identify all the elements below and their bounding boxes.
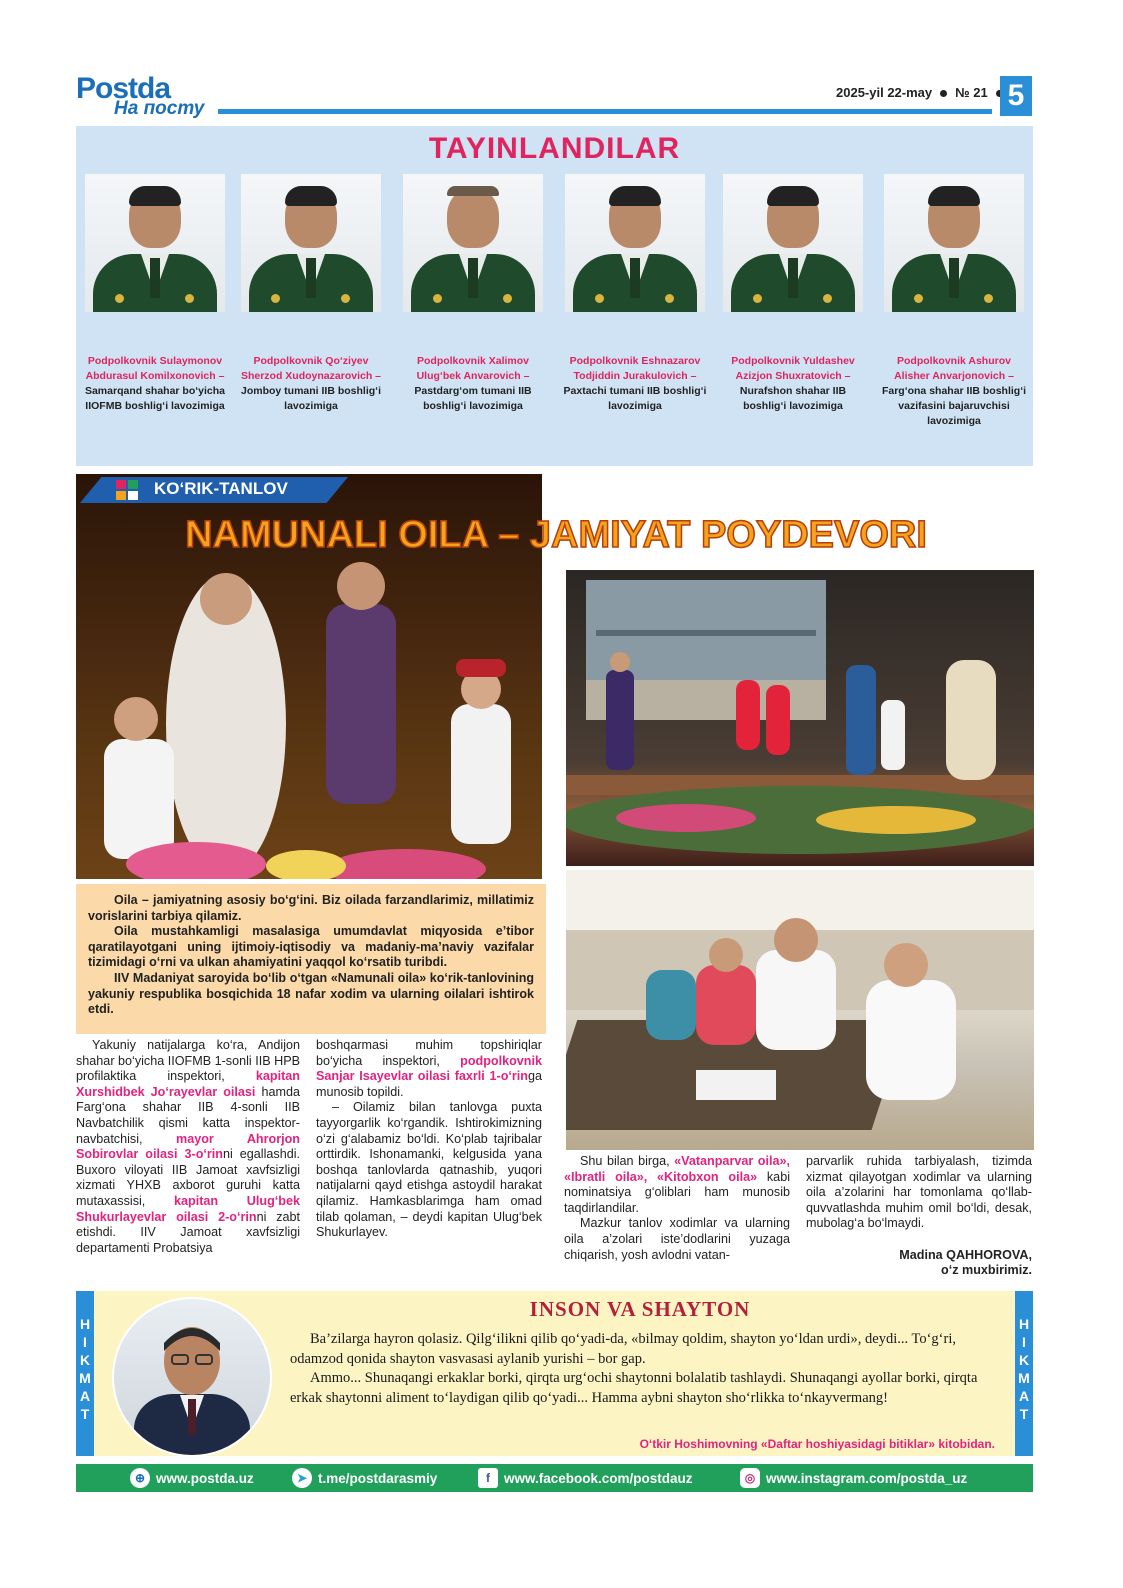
officer-portrait — [884, 174, 1024, 312]
body-paragraph: – Oilamiz bilan tanlovga puxta tayyorgarlik ko‘rgandik. Ishtirokimizning o‘zi g‘alabamiz bo‘ldi. Ko‘plab tajribalar orttirdik. Ishonamanki, kelgusida yana boshqa tanlovlarda qatnashib, yuqori natijalarni qayd etishga astoydil harakat qilamiz. Hamkasblarimga ham omad tilab qolaman, – deydi kapitan Ulug‘bek Shukurlayev. — [316, 1100, 542, 1240]
lead-paragraph: Oila mustahkamligi masalasiga umumdavlat miqyosida e’tibor qaratilayotgani uning ijtimoiy-iqtisodiy va madaniy-ma’naviy vazifalar tizimidagi o‘rni va ulkan ahamiyatini yaqqol ko‘rsatib turibdi. — [88, 924, 534, 970]
body-paragraph: Yakuniy natijalarga ko‘ra, Andijon shahar bo‘yicha IIOFMB 1-sonli IIB HPB profilaktika inspektori, kapitan Xurshidbek Jo‘rayevlar oilasi hamda Farg‘ona shahar IIB 4-sonli IIB Navbatchilik qismi katta inspektor-navbatchisi, mayor Ahrorjon Sobirovlar oilasi 3-o‘rinni egallashdi. Buxoro viloyati IIB Jamoat xavfsizligi xizmati YHXB axborot guruhi katta mutaxassisi, kapitan Ulug‘bek Shukurlayevlar oilasi 2-o‘rinni zabt etishdi. IIV Jamoat xavfsizligi departamenti Probatsiya — [76, 1038, 301, 1255]
officer-portrait — [241, 174, 381, 312]
article-column-1 — [76, 1038, 300, 1256]
officer-card — [718, 174, 868, 414]
officer-post: Samarqand shahar bo‘yicha IIOFMB boshlig‘i lavozimiga — [84, 385, 226, 412]
instagram-icon: ◎ — [740, 1468, 760, 1488]
wisdom-source: O‘tkir Hoshimovning «Daftar hoshiyasidagi bitiklar» kitobidan. — [639, 1437, 995, 1451]
wisdom-text — [290, 1330, 995, 1408]
page-number: 5 — [1000, 76, 1032, 116]
appointments-section — [76, 126, 1033, 466]
article-lead — [76, 884, 546, 1034]
footer-website-link[interactable]: ⊕ www.postda.uz — [130, 1467, 254, 1489]
officer-post: Nurafshon shahar IIB boshlig‘i lavozimiga — [739, 385, 847, 412]
officer-card — [879, 174, 1029, 429]
author-name: Madina QAHHOROVA, — [899, 1248, 1032, 1262]
article-column-2 — [316, 1038, 542, 1241]
wisdom-paragraph: Ammo... Shunaqangi erkaklar borki, qirqta urg‘ochi shaytonni bolalatib tashlaydi. Shunaqangi ayollar borki, qirqta erkak shaytonni aliment to‘laydigan qilib qo‘yadi... Hamma aybni shayton sho‘rlikka to‘nkayvermang! — [290, 1370, 978, 1406]
officer-card — [398, 174, 548, 414]
lead-paragraph: IIV Madaniyat saroyida bo‘lib o‘tgan «Namunali oila» ko‘rik-tanlovining yakuniy respublika bosqichida 18 nafar xodim va ularning oilalari ishtirok etdi. — [88, 970, 534, 1017]
footer-telegram-link[interactable]: ➤ t.me/postdarasmiy — [292, 1467, 437, 1489]
officer-portrait — [723, 174, 863, 312]
officer-card — [560, 174, 710, 414]
rubric-label: KO‘RIK-TANLOV — [154, 479, 288, 498]
article-author — [806, 1248, 1032, 1278]
writer-portrait — [112, 1297, 272, 1457]
officer-name: Podpolkovnik Ashurov Alisher Anvarjonovich – — [894, 355, 1014, 382]
highlight-winner: kapitan Xurshidbek Jo‘rayevlar oilasi — [76, 1069, 300, 1099]
officer-name: Podpolkovnik Xalimov Ulug‘bek Anvarovich – — [416, 355, 530, 382]
article-headline: NAMUNALI OILA – JAMIYAT POYDEVORI — [185, 514, 927, 556]
officer-post: Farg‘ona shahar IIB boshlig‘i vazifasini bajaruvchisi lavozimiga — [881, 385, 1027, 427]
appointments-title: TAYINLANDILAR — [428, 132, 681, 165]
telegram-icon: ➤ — [292, 1468, 312, 1488]
officer-post: Paxtachi tumani IIB boshlig‘i lavozimiga — [563, 385, 707, 412]
highlight-winner: podpolkovnik Sanjar Isayevlar oilasi faxrli 1-o‘rin — [316, 1053, 542, 1084]
separator-dot — [940, 90, 947, 97]
issue-info — [836, 85, 1011, 100]
stage-performance-photo — [566, 570, 1034, 866]
facebook-icon: f — [478, 1468, 498, 1488]
officer-post: Pastdarg‘om tumani IIB boshlig‘i lavozimiga — [414, 385, 532, 412]
issue-number: № 21 — [955, 85, 988, 100]
rubric-squares-icon — [116, 480, 138, 500]
officer-name: Podpolkovnik Sulaymonov Abdurasul Komilxonovich – — [85, 355, 225, 382]
officer-portrait — [85, 174, 225, 312]
hikmat-side-label-right: H I K M A T — [1015, 1291, 1033, 1456]
body-paragraph: Shu bilan birga, «Vatanparvar oila», «Ibratli oila», «Kitobxon oila» kabi nominatsiya g‘oliblari ham munosib taqdirlandilar. — [564, 1154, 790, 1215]
officer-card — [236, 174, 386, 414]
body-paragraph: boshqarmasi muhim topshiriqlar bo‘yicha inspektori, podpolkovnik Sanjar Isayevlar oilasi faxrli 1-o‘ringa munosib topildi. — [316, 1038, 542, 1099]
article-column-4 — [806, 1154, 1032, 1232]
logo-postda: Postda — [76, 72, 171, 105]
highlight-nominations: «Vatanparvar oila», «Ibratli oila», «Kitobxon oila» — [564, 1154, 790, 1184]
wisdom-paragraph: Ba’zilarga hayron qolasiz. Qilg‘ilikni qilib qo‘yadi-da, «bilmay qoldim, shayton yo‘ldan urdi», deydi... To‘g‘ri, odamzod qonida shayton vasvasasi aylanib yurishi – bor gap. — [290, 1331, 956, 1367]
officer-name: Podpolkovnik Yuldashev Azizjon Shuxratovich – — [731, 355, 855, 382]
footer-facebook-link[interactable]: f www.facebook.com/postdauz — [478, 1467, 693, 1489]
officer-name: Podpolkovnik Eshnazarov Todjiddin Jurakulovich – — [569, 355, 701, 382]
audience-photo — [566, 870, 1034, 1150]
highlight-winner: kapitan Ulug‘bek Shukurlayevlar oilasi 2-o‘rin — [76, 1193, 300, 1224]
officer-portrait — [565, 174, 705, 312]
officer-portrait — [403, 174, 543, 312]
header-rule — [218, 109, 992, 114]
author-role: o‘z muxbirimiz. — [941, 1263, 1032, 1277]
officer-post: Jomboy tumani IIB boshlig‘i lavozimiga — [240, 385, 381, 412]
hikmat-side-label-left: H I K M A T — [76, 1291, 94, 1456]
highlight-winner: mayor Ahrorjon Sobirovlar oilasi 3-o‘rin — [76, 1131, 300, 1162]
officer-name: Podpolkovnik Qo‘ziyev Sherzod Xudoynazarovich – — [240, 355, 382, 382]
wisdom-title: INSON VA SHAYTON — [529, 1297, 751, 1321]
footer-instagram-link[interactable]: ◎ www.instagram.com/postda_uz — [740, 1467, 967, 1489]
body-paragraph: parvarlik ruhida tarbiyalash, tizimda xizmat qilayotgan xodimlar va ularning oila a’zolarini har tomonlama qo‘llab-quvvatlashda muhim omil bo‘ldi, desak, mubolag‘a bo‘lmaydi. — [806, 1154, 1032, 1231]
issue-date: 2025-yil 22-may — [836, 85, 933, 100]
globe-icon: ⊕ — [130, 1468, 150, 1488]
article-column-3 — [564, 1154, 790, 1263]
body-paragraph: Mazkur tanlov xodimlar va ularning oila a’zolari iste’dodlarini yuzaga chiqarish, yosh avlodni vatan- — [564, 1216, 790, 1262]
officer-card — [80, 174, 230, 414]
lead-paragraph: Oila – jamiyatning asosiy bo‘g‘ini. Biz oilada farzandlarimiz, millatimiz vorislarini tarbiya qilamiz. — [88, 893, 534, 923]
logo-na-postu: На посту — [114, 98, 205, 119]
